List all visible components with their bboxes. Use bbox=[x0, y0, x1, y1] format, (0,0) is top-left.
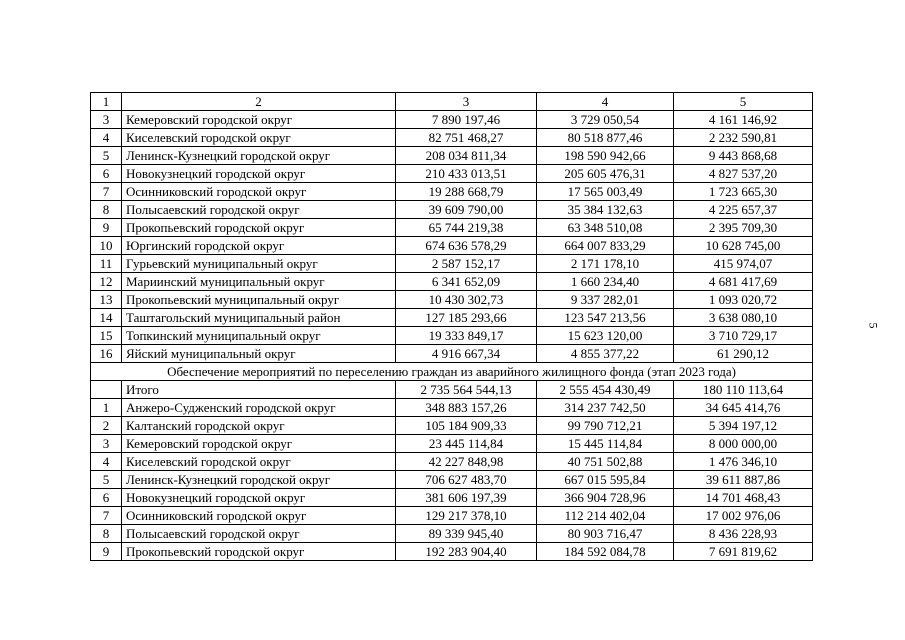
table-row bbox=[91, 453, 813, 471]
value-column-3: 706 627 483,70 bbox=[396, 471, 537, 489]
value-column-4: 99 790 712,21 bbox=[537, 417, 674, 435]
section-title: Обеспечение мероприятий по переселению граждан из аварийного жилищного фонда (этап 2023 года) bbox=[91, 363, 813, 381]
row-number: 2 bbox=[91, 417, 122, 435]
value-column-3: 192 283 904,40 bbox=[396, 543, 537, 561]
row-number: 11 bbox=[91, 255, 122, 273]
value-column-5: 5 394 197,12 bbox=[674, 417, 813, 435]
row-number: 3 bbox=[91, 111, 122, 129]
municipality-name: Киселевский городской округ bbox=[122, 129, 396, 147]
row-number: 3 bbox=[91, 435, 122, 453]
value-column-3: 65 744 219,38 bbox=[396, 219, 537, 237]
municipality-name: Яйский муниципальный округ bbox=[122, 345, 396, 363]
value-column-4: 17 565 003,49 bbox=[537, 183, 674, 201]
municipality-name: Топкинский муниципальный округ bbox=[122, 327, 396, 345]
municipality-name: Осинниковский городской округ bbox=[122, 507, 396, 525]
value-column-5: 1 093 020,72 bbox=[674, 291, 813, 309]
table-row bbox=[91, 399, 813, 417]
column-number-1: 1 bbox=[91, 93, 122, 111]
table-row bbox=[91, 471, 813, 489]
value-column-3: 348 883 157,26 bbox=[396, 399, 537, 417]
value-column-4: 112 214 402,04 bbox=[537, 507, 674, 525]
value-column-3: 42 227 848,98 bbox=[396, 453, 537, 471]
value-column-5: 2 395 709,30 bbox=[674, 219, 813, 237]
value-column-4: 35 384 132,63 bbox=[537, 201, 674, 219]
municipality-name: Анжеро-Судженский городской округ bbox=[122, 399, 396, 417]
section-row bbox=[91, 363, 813, 381]
value-column-4: 664 007 833,29 bbox=[537, 237, 674, 255]
value-column-3: 23 445 114,84 bbox=[396, 435, 537, 453]
municipality-name: Кемеровский городской округ bbox=[122, 111, 396, 129]
table-row bbox=[91, 219, 813, 237]
table-row bbox=[91, 525, 813, 543]
municipality-name: Прокопьевский городской округ bbox=[122, 219, 396, 237]
municipality-name: Осинниковский городской округ bbox=[122, 183, 396, 201]
value-column-3: 39 609 790,00 bbox=[396, 201, 537, 219]
table-row bbox=[91, 255, 813, 273]
value-column-4: 4 855 377,22 bbox=[537, 345, 674, 363]
row-number: 9 bbox=[91, 543, 122, 561]
table-row bbox=[91, 507, 813, 525]
column-number-2: 2 bbox=[122, 93, 396, 111]
row-number: 8 bbox=[91, 525, 122, 543]
row-number: 12 bbox=[91, 273, 122, 291]
value-column-4: 40 751 502,88 bbox=[537, 453, 674, 471]
row-number: 5 bbox=[91, 471, 122, 489]
table-row bbox=[91, 111, 813, 129]
value-column-5: 1 476 346,10 bbox=[674, 453, 813, 471]
table-row bbox=[91, 309, 813, 327]
budget-table bbox=[90, 92, 813, 561]
municipality-name: Новокузнецкий городской округ bbox=[122, 165, 396, 183]
value-column-4: 205 605 476,31 bbox=[537, 165, 674, 183]
row-number: 4 bbox=[91, 129, 122, 147]
column-number-4: 4 bbox=[537, 93, 674, 111]
value-column-4: 15 445 114,84 bbox=[537, 435, 674, 453]
value-column-3: 2 587 152,17 bbox=[396, 255, 537, 273]
value-column-4: 366 904 728,96 bbox=[537, 489, 674, 507]
value-column-4: 80 518 877,46 bbox=[537, 129, 674, 147]
value-column-3: 674 636 578,29 bbox=[396, 237, 537, 255]
municipality-name: Итого bbox=[122, 381, 396, 399]
value-column-5: 1 723 665,30 bbox=[674, 183, 813, 201]
table-row bbox=[91, 147, 813, 165]
value-column-3: 208 034 811,34 bbox=[396, 147, 537, 165]
row-number: 10 bbox=[91, 237, 122, 255]
municipality-name: Прокопьевский муниципальный округ bbox=[122, 291, 396, 309]
row-number: 9 bbox=[91, 219, 122, 237]
value-column-3: 127 185 293,66 bbox=[396, 309, 537, 327]
value-column-3: 7 890 197,46 bbox=[396, 111, 537, 129]
row-number: 6 bbox=[91, 489, 122, 507]
value-column-5: 4 161 146,92 bbox=[674, 111, 813, 129]
value-column-4: 2 171 178,10 bbox=[537, 255, 674, 273]
total-row bbox=[91, 381, 813, 399]
municipality-name: Киселевский городской округ bbox=[122, 453, 396, 471]
table-row bbox=[91, 291, 813, 309]
value-column-5: 8 436 228,93 bbox=[674, 525, 813, 543]
value-column-4: 80 903 716,47 bbox=[537, 525, 674, 543]
value-column-4: 184 592 084,78 bbox=[537, 543, 674, 561]
table-row bbox=[91, 327, 813, 345]
row-number: 6 bbox=[91, 165, 122, 183]
table-body bbox=[91, 93, 813, 561]
value-column-4: 314 237 742,50 bbox=[537, 399, 674, 417]
table-row bbox=[91, 201, 813, 219]
value-column-4: 1 660 234,40 bbox=[537, 273, 674, 291]
value-column-4: 198 590 942,66 bbox=[537, 147, 674, 165]
row-number bbox=[91, 381, 122, 399]
value-column-5: 9 443 868,68 bbox=[674, 147, 813, 165]
table-row bbox=[91, 543, 813, 561]
value-column-4: 9 337 282,01 bbox=[537, 291, 674, 309]
value-column-5: 4 681 417,69 bbox=[674, 273, 813, 291]
municipality-name: Мариинский муниципальный округ bbox=[122, 273, 396, 291]
value-column-4: 2 555 454 430,49 bbox=[537, 381, 674, 399]
row-number: 16 bbox=[91, 345, 122, 363]
municipality-name: Полысаевский городской округ bbox=[122, 525, 396, 543]
table-row bbox=[91, 489, 813, 507]
municipality-name: Ленинск-Кузнецкий городской округ bbox=[122, 147, 396, 165]
value-column-5: 17 002 976,06 bbox=[674, 507, 813, 525]
value-column-4: 3 729 050,54 bbox=[537, 111, 674, 129]
table-row bbox=[91, 165, 813, 183]
value-column-5: 61 290,12 bbox=[674, 345, 813, 363]
value-column-3: 89 339 945,40 bbox=[396, 525, 537, 543]
value-column-5: 14 701 468,43 bbox=[674, 489, 813, 507]
municipality-name: Таштагольский муниципальный район bbox=[122, 309, 396, 327]
municipality-name: Гурьевский муниципальный округ bbox=[122, 255, 396, 273]
value-column-5: 3 710 729,17 bbox=[674, 327, 813, 345]
row-number: 7 bbox=[91, 183, 122, 201]
column-number-5: 5 bbox=[674, 93, 813, 111]
value-column-5: 4 225 657,37 bbox=[674, 201, 813, 219]
row-number: 15 bbox=[91, 327, 122, 345]
value-column-3: 82 751 468,27 bbox=[396, 129, 537, 147]
page-number: 5 bbox=[866, 322, 881, 329]
value-column-5: 39 611 887,86 bbox=[674, 471, 813, 489]
value-column-5: 34 645 414,76 bbox=[674, 399, 813, 417]
municipality-name: Полысаевский городской округ bbox=[122, 201, 396, 219]
table-row bbox=[91, 417, 813, 435]
table-row bbox=[91, 273, 813, 291]
municipality-name: Кемеровский городской округ bbox=[122, 435, 396, 453]
row-number: 13 bbox=[91, 291, 122, 309]
table-row bbox=[91, 129, 813, 147]
municipality-name: Калтанский городской округ bbox=[122, 417, 396, 435]
value-column-4: 667 015 595,84 bbox=[537, 471, 674, 489]
municipality-name: Юргинский городской округ bbox=[122, 237, 396, 255]
column-number-row bbox=[91, 93, 813, 111]
value-column-3: 4 916 667,34 bbox=[396, 345, 537, 363]
value-column-4: 15 623 120,00 bbox=[537, 327, 674, 345]
table-row bbox=[91, 345, 813, 363]
row-number: 14 bbox=[91, 309, 122, 327]
value-column-5: 10 628 745,00 bbox=[674, 237, 813, 255]
column-number-3: 3 bbox=[396, 93, 537, 111]
row-number: 4 bbox=[91, 453, 122, 471]
table-row bbox=[91, 435, 813, 453]
table-row bbox=[91, 237, 813, 255]
row-number: 5 bbox=[91, 147, 122, 165]
value-column-3: 19 333 849,17 bbox=[396, 327, 537, 345]
row-number: 7 bbox=[91, 507, 122, 525]
row-number: 8 bbox=[91, 201, 122, 219]
value-column-5: 2 232 590,81 bbox=[674, 129, 813, 147]
value-column-5: 4 827 537,20 bbox=[674, 165, 813, 183]
value-column-4: 123 547 213,56 bbox=[537, 309, 674, 327]
value-column-3: 10 430 302,73 bbox=[396, 291, 537, 309]
municipality-name: Прокопьевский городской округ bbox=[122, 543, 396, 561]
value-column-3: 19 288 668,79 bbox=[396, 183, 537, 201]
municipality-name: Ленинск-Кузнецкий городской округ bbox=[122, 471, 396, 489]
value-column-5: 3 638 080,10 bbox=[674, 309, 813, 327]
row-number: 1 bbox=[91, 399, 122, 417]
value-column-5: 7 691 819,62 bbox=[674, 543, 813, 561]
value-column-5: 415 974,07 bbox=[674, 255, 813, 273]
value-column-3: 129 217 378,10 bbox=[396, 507, 537, 525]
value-column-3: 210 433 013,51 bbox=[396, 165, 537, 183]
table-row bbox=[91, 183, 813, 201]
municipality-name: Новокузнецкий городской округ bbox=[122, 489, 396, 507]
value-column-5: 8 000 000,00 bbox=[674, 435, 813, 453]
value-column-3: 105 184 909,33 bbox=[396, 417, 537, 435]
value-column-3: 6 341 652,09 bbox=[396, 273, 537, 291]
value-column-3: 2 735 564 544,13 bbox=[396, 381, 537, 399]
value-column-4: 63 348 510,08 bbox=[537, 219, 674, 237]
value-column-5: 180 110 113,64 bbox=[674, 381, 813, 399]
value-column-3: 381 606 197,39 bbox=[396, 489, 537, 507]
